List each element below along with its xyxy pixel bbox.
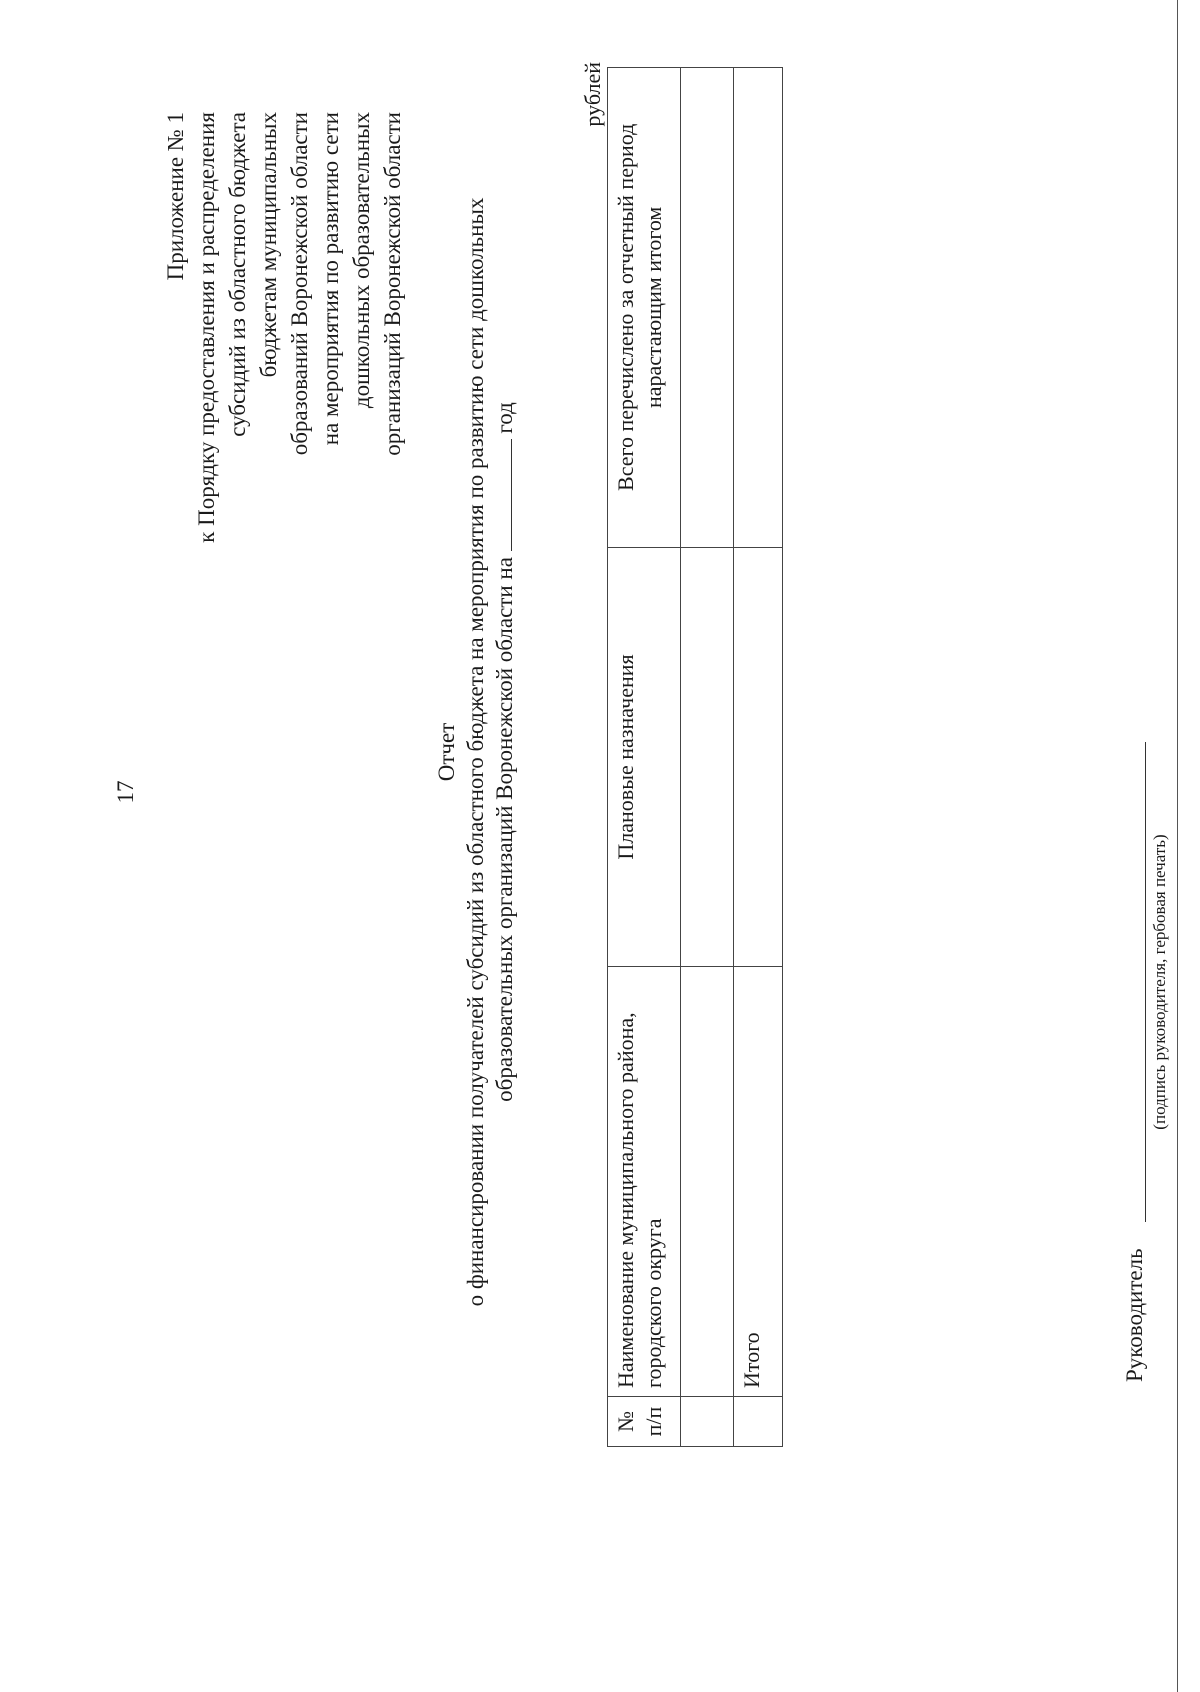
- report-subtitle-line2: [490, 0, 519, 1542]
- cell-num: [681, 1397, 734, 1447]
- cell-transferred: [681, 68, 734, 548]
- report-subtitle-line1: о финансировании получателей субсидий из областного бюджета на мероприятия по развитию сети дошкольных: [463, 197, 488, 1307]
- appendix-line: субсидий из областного бюджета: [225, 112, 250, 437]
- header-name: Наименование муниципального района, городского округа: [608, 967, 681, 1397]
- appendix-line: организаций Воронежской области: [380, 112, 405, 456]
- page-number: 17: [113, 780, 138, 804]
- signature-line: [1145, 742, 1146, 1222]
- header-planned: Плановые назначения: [608, 547, 681, 967]
- units-label: рублей: [580, 62, 605, 127]
- appendix-line: на мероприятия по развитию сети: [318, 112, 343, 446]
- report-subtitle-prefix: образовательных организаций Воронежской области на: [492, 557, 517, 1102]
- cell-name: [681, 967, 734, 1397]
- appendix-line: Приложение № 1: [163, 112, 188, 281]
- header-num: № п/п: [608, 1397, 681, 1447]
- year-blank: [491, 439, 512, 551]
- appendix-line: к Порядку предоставления и распределения: [194, 112, 219, 543]
- report-title-block: [432, 0, 519, 1542]
- total-label: Итого: [734, 967, 783, 1397]
- total-planned-cell: [734, 547, 783, 967]
- table-row: [681, 68, 734, 1447]
- signer-label: Руководитель: [1122, 1248, 1147, 1382]
- appendix-line: образований Воронежской области: [287, 112, 312, 456]
- appendix-line: бюджетам муниципальных: [256, 112, 281, 378]
- scan-edge-line: [1177, 0, 1178, 1692]
- header-transferred: Всего перечислено за отчетный период нарастающим итогом: [608, 68, 681, 548]
- report-table: [607, 67, 783, 1447]
- signature-caption: (подпись руководителя, гербовая печать): [1150, 834, 1169, 1130]
- total-transferred-cell: [734, 68, 783, 548]
- total-num-cell: [734, 1397, 783, 1447]
- table-header-row: [608, 68, 681, 1447]
- appendix-block: [160, 112, 408, 592]
- appendix-line: дошкольных образовательных: [349, 112, 374, 409]
- cell-planned: [681, 547, 734, 967]
- report-subtitle-suffix: год: [492, 402, 517, 434]
- table-total-row: [734, 68, 783, 1447]
- report-title: Отчет: [434, 722, 459, 782]
